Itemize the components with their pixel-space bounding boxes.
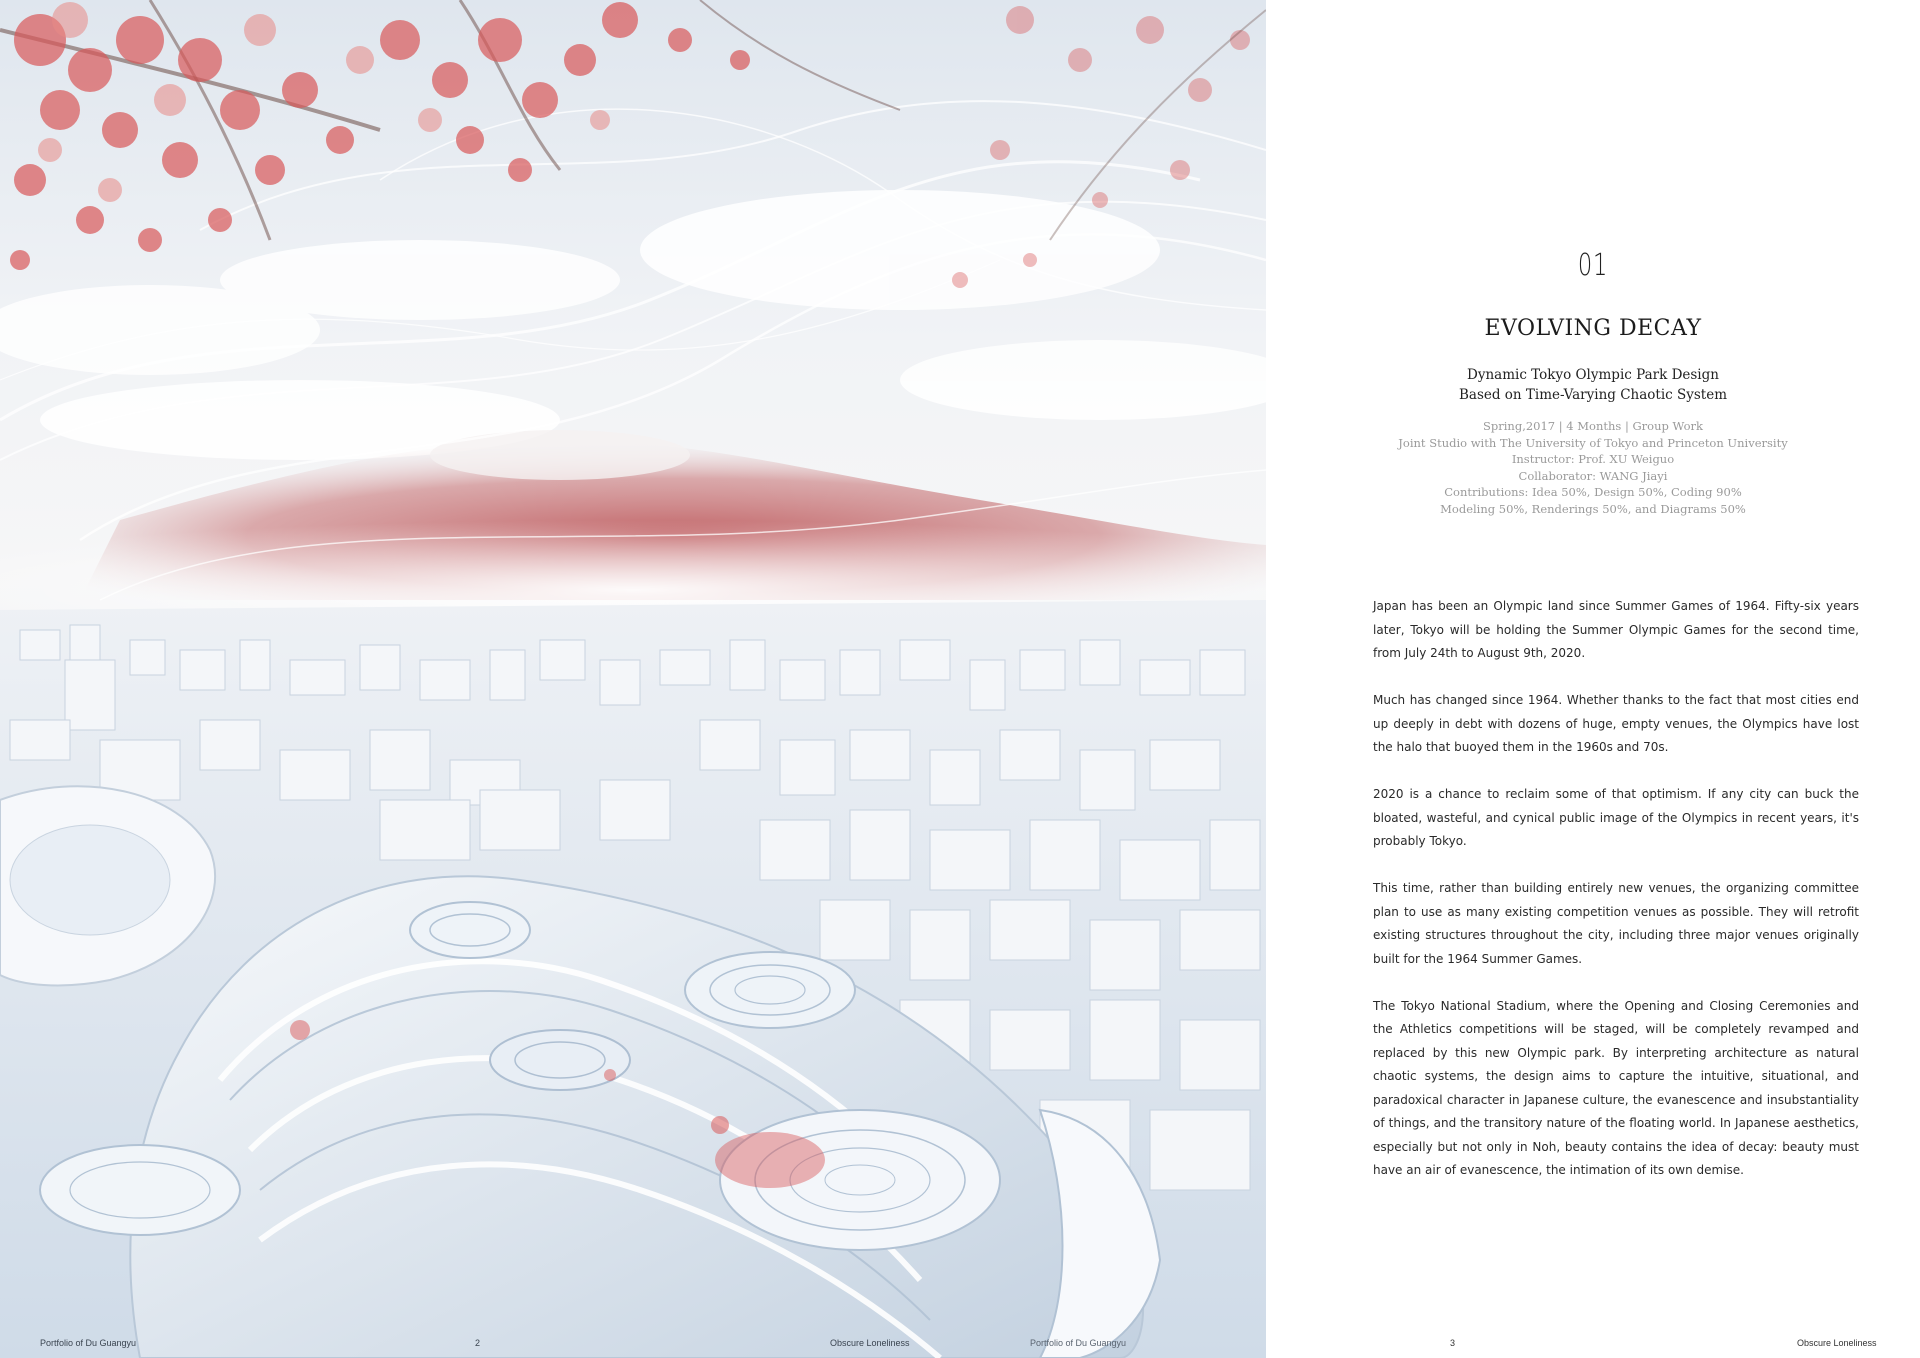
footer-series-title: Obscure Loneliness: [830, 1338, 910, 1348]
meta-line: Joint Studio with The University of Tokyo and Princeton University: [1398, 435, 1788, 450]
footer-series-title: Obscure Loneliness: [1797, 1338, 1877, 1348]
project-body-text: [1373, 595, 1859, 1206]
body-paragraph: This time, rather than building entirely new venues, the organizing committee plan to use as many existing competition venues as possible. They will retrofit existing structures throughout the city, including three major venues originally built for the 1964 Summer Games.: [1373, 881, 1859, 966]
body-paragraph: Much has changed since 1964. Whether thanks to the fact that most cities end up deeply in debt with dozens of huge, empty venues, the Olympics have lost the halo that buoyed them in the 1960s and 70s.: [1373, 693, 1859, 754]
meta-line: Instructor: Prof. XU Weiguo: [1511, 452, 1675, 466]
project-meta: [1266, 418, 1920, 517]
body-paragraph: 2020 is a chance to reclaim some of that optimism. If any city can buck the bloated, wasteful, and cynical public image of the Olympics in recent years, it's probably Tokyo.: [1373, 787, 1859, 848]
footer-portfolio-label-overlap: Portfolio of Du Guangyu: [1030, 1338, 1127, 1348]
meta-line: Contributions: Idea 50%, Design 50%, Coding 90%: [1444, 485, 1742, 499]
meta-line: Modeling 50%, Renderings 50%, and Diagrams 50%: [1440, 501, 1746, 516]
project-number: 01: [1577, 248, 1609, 283]
meta-line: Collaborator: WANG Jiayi: [1518, 468, 1668, 483]
subtitle-line: Dynamic Tokyo Olympic Park Design: [1467, 367, 1719, 383]
meta-line: Spring,2017 | 4 Months | Group Work: [1483, 419, 1703, 433]
footer-page-number: 3: [1450, 1338, 1456, 1348]
footer-page-number: 2: [475, 1338, 481, 1348]
body-paragraph: Japan has been an Olympic land since Summer Games of 1964. Fifty-six years later, Tokyo will be holding the Summer Olympic Games for the second time, from July 24th to August 9th, 2020.: [1373, 599, 1859, 660]
project-subtitle: [1266, 365, 1920, 405]
footer-portfolio-label: Portfolio of Du Guangyu: [40, 1338, 137, 1348]
project-title: EVOLVING DECAY: [1484, 316, 1702, 341]
body-paragraph: The Tokyo National Stadium, where the Opening and Closing Ceremonies and the Athletics competitions will be staged, will be completely revamped and replaced by this new Olympic park. By interpreting architecture as natural chaotic systems, the design aims to capture the intuitive, situational, and paradoxical character in Japanese culture, the evanescence and insubstantiality of things, and the transitory nature of the floating world. In Japanese aesthetics, especially but not only in Noh, beauty contains the idea of decay: beauty must have an air of evanescence, the intimation of its own demise.: [1373, 998, 1859, 1177]
subtitle-line: Based on Time-Varying Chaotic System: [1458, 387, 1728, 403]
